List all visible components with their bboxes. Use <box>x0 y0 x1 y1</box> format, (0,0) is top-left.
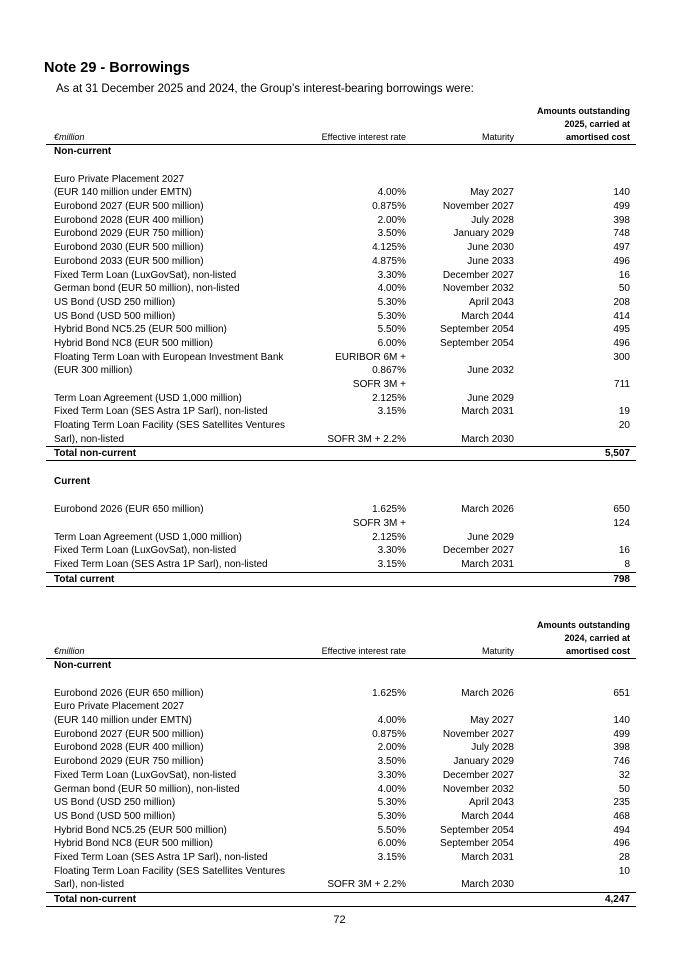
amount: 746 <box>613 756 630 768</box>
rate: 3.15% <box>377 851 406 863</box>
rate: 1.625% <box>372 687 406 699</box>
description: Floating Term Loan Facility (SES Satellites Ventures <box>54 865 286 877</box>
table-row <box>46 755 636 769</box>
maturity: March 2030 <box>461 433 514 445</box>
maturity: December 2027 <box>442 769 514 781</box>
amount: 499 <box>613 201 630 213</box>
page-number: 72 <box>333 914 346 926</box>
total-label: Total current <box>54 573 115 585</box>
description: US Bond (USD 250 million) <box>54 296 176 308</box>
section-heading <box>46 475 636 489</box>
table-row <box>46 503 636 517</box>
description: Eurobond 2026 (EUR 650 million) <box>54 504 204 516</box>
amount: 19 <box>618 406 630 418</box>
maturity: June 2030 <box>467 242 514 254</box>
description: Fixed Term Loan (LuxGovSat), non-listed <box>54 269 237 281</box>
total-label: Total non-current <box>54 448 137 460</box>
maturity: January 2029 <box>453 756 514 768</box>
section-label: Non-current <box>54 660 112 671</box>
rate: 2.00% <box>377 742 406 754</box>
table-row <box>46 419 636 433</box>
maturity: March 2026 <box>461 504 514 516</box>
description: Hybrid Bond NC5.25 (EUR 500 million) <box>54 824 227 836</box>
description: Sarl), non-listed <box>54 433 125 445</box>
rate: 6.00% <box>377 838 406 850</box>
table-row <box>46 558 636 572</box>
amount: 499 <box>613 728 630 740</box>
table-row <box>46 310 636 324</box>
rate: SOFR 3M + <box>352 517 406 529</box>
amount: 140 <box>613 715 630 727</box>
maturity: May 2027 <box>470 187 514 199</box>
maturity: March 2030 <box>461 879 514 891</box>
table-row <box>46 531 636 545</box>
rate: 5.30% <box>377 310 406 322</box>
maturity: September 2054 <box>440 824 514 836</box>
table-row <box>46 783 636 797</box>
maturity: September 2054 <box>440 838 514 850</box>
description: Term Loan Agreement (USD 1,000 million) <box>54 531 242 543</box>
description: (EUR 140 million under EMTN) <box>54 715 192 727</box>
amount: 208 <box>613 296 630 308</box>
amount: 8 <box>624 558 630 570</box>
table-row <box>46 255 636 269</box>
table-row <box>46 337 636 351</box>
description: Eurobond 2027 (EUR 500 million) <box>54 201 204 213</box>
maturity-header: Maturity <box>481 132 514 142</box>
maturity: March 2031 <box>461 406 514 418</box>
rate: 4.875% <box>372 255 406 267</box>
description: (EUR 300 million) <box>54 365 133 377</box>
table-row <box>46 186 636 200</box>
rate: 2.125% <box>372 392 406 404</box>
table-row <box>46 741 636 755</box>
description: Eurobond 2028 (EUR 400 million) <box>54 742 204 754</box>
description: Fixed Term Loan (SES Astra 1P Sarl), non-listed <box>54 406 268 418</box>
rate: 5.50% <box>377 324 406 336</box>
maturity: January 2029 <box>453 228 514 240</box>
amount: 398 <box>613 214 630 226</box>
description: Eurobond 2028 (EUR 400 million) <box>54 214 204 226</box>
description: Floating Term Loan Facility (SES Satellites Ventures <box>54 420 286 432</box>
description: Sarl), non-listed <box>54 879 125 891</box>
table-row <box>46 364 636 378</box>
section-heading <box>46 658 636 673</box>
total-amount: 5,507 <box>604 448 630 460</box>
amount: 711 <box>614 379 630 390</box>
table-header <box>46 131 636 144</box>
table-row <box>46 433 636 447</box>
rate: 0.875% <box>372 201 406 213</box>
description: US Bond (USD 250 million) <box>54 797 176 809</box>
table-row <box>46 269 636 283</box>
description: Eurobond 2030 (EUR 500 million) <box>54 242 204 254</box>
rate: 4.00% <box>377 783 406 795</box>
rate: 3.30% <box>377 769 406 781</box>
amount: 32 <box>618 769 630 781</box>
maturity: November 2027 <box>442 728 514 740</box>
rate: 2.125% <box>372 531 406 543</box>
amount: 235 <box>613 797 630 809</box>
maturity: September 2054 <box>440 324 514 336</box>
rate: 4.125% <box>372 242 406 254</box>
rate: 3.30% <box>377 545 406 557</box>
table-row <box>46 173 636 187</box>
amount: 495 <box>613 324 630 336</box>
rate: 4.00% <box>377 187 406 199</box>
description: Fixed Term Loan (SES Astra 1P Sarl), non-listed <box>54 558 268 570</box>
rate: 5.30% <box>377 296 406 308</box>
maturity: March 2026 <box>461 687 514 699</box>
amount: 140 <box>613 187 630 199</box>
description: Eurobond 2033 (EUR 500 million) <box>54 255 204 267</box>
table-row <box>46 687 636 701</box>
table-row <box>46 728 636 742</box>
amount: 650 <box>613 504 630 516</box>
description: Eurobond 2029 (EUR 750 million) <box>54 756 204 768</box>
section-label: Current <box>54 476 91 488</box>
amount: 651 <box>613 687 630 699</box>
table-row <box>46 378 636 392</box>
maturity: March 2044 <box>461 810 514 822</box>
description: Hybrid Bond NC5.25 (EUR 500 million) <box>54 324 227 336</box>
table-row <box>46 810 636 824</box>
description: Fixed Term Loan (LuxGovSat), non-listed <box>54 545 237 557</box>
rate: 5.30% <box>377 797 406 809</box>
rate: 3.15% <box>377 406 406 418</box>
page-title: Note 29 - Borrowings <box>44 60 190 76</box>
borrowings-table-2024 <box>46 619 636 907</box>
description: Hybrid Bond NC8 (EUR 500 million) <box>54 838 213 850</box>
rate: 3.50% <box>377 228 406 240</box>
borrowings-table-2025 <box>46 105 636 587</box>
amount: 496 <box>613 255 630 267</box>
total-row <box>46 446 636 461</box>
amount: 10 <box>618 865 630 877</box>
table-header <box>46 118 636 131</box>
maturity: March 2031 <box>461 558 514 570</box>
maturity: June 2032 <box>467 365 514 377</box>
description: (EUR 140 million under EMTN) <box>54 187 192 199</box>
table-header <box>46 105 636 118</box>
unit-header: €million <box>54 646 85 656</box>
rate: 3.50% <box>377 756 406 768</box>
table-row <box>46 227 636 241</box>
description: Floating Term Loan with European Investment Bank <box>54 351 284 363</box>
table-header <box>46 645 636 658</box>
table-row <box>46 323 636 337</box>
amount-header: Amounts outstanding <box>537 620 630 630</box>
amount: 16 <box>618 545 630 557</box>
description: Euro Private Placement 2027 <box>54 173 185 185</box>
total-row <box>46 572 636 587</box>
total-amount: 4,247 <box>604 894 630 905</box>
maturity: December 2027 <box>442 545 514 557</box>
total-row <box>46 892 636 907</box>
description: German bond (EUR 50 million), non-listed <box>54 783 240 795</box>
amount: 414 <box>613 310 630 322</box>
rate: 0.875% <box>372 728 406 740</box>
description: Euro Private Placement 2027 <box>54 701 185 713</box>
table-row <box>46 405 636 419</box>
description: Term Loan Agreement (USD 1,000 million) <box>54 392 242 404</box>
unit-header: €million <box>54 132 85 142</box>
table-row <box>46 517 636 531</box>
maturity-header: Maturity <box>481 646 514 656</box>
maturity: March 2044 <box>461 310 514 322</box>
maturity: May 2027 <box>470 715 514 727</box>
table-row <box>46 241 636 255</box>
amount: 124 <box>613 517 630 529</box>
amount: 50 <box>618 283 630 295</box>
amount: 398 <box>613 742 630 754</box>
description: Eurobond 2026 (EUR 650 million) <box>54 687 204 699</box>
table-row <box>46 351 636 365</box>
description: Eurobond 2027 (EUR 500 million) <box>54 728 204 740</box>
description: Fixed Term Loan (SES Astra 1P Sarl), non-listed <box>54 851 268 863</box>
rate: 2.00% <box>377 214 406 226</box>
description: Eurobond 2029 (EUR 750 million) <box>54 228 204 240</box>
table-row <box>46 796 636 810</box>
rate: 3.15% <box>377 558 406 570</box>
table-row <box>46 214 636 228</box>
table-row <box>46 714 636 728</box>
maturity: July 2028 <box>471 214 514 226</box>
maturity: June 2029 <box>467 531 514 543</box>
amount: 28 <box>618 851 630 863</box>
maturity: November 2032 <box>442 783 514 795</box>
description: US Bond (USD 500 million) <box>54 810 176 822</box>
rate-header: Effective interest rate <box>321 646 406 656</box>
table-row <box>46 878 636 892</box>
rate: 4.00% <box>377 283 406 295</box>
total-amount: 798 <box>613 573 630 585</box>
rate: 3.30% <box>377 269 406 281</box>
maturity: April 2043 <box>468 797 514 809</box>
description: Hybrid Bond NC8 (EUR 500 million) <box>54 337 213 349</box>
table-row <box>46 837 636 851</box>
amount-header: 2024, carried at <box>564 633 630 643</box>
table-header <box>46 632 636 645</box>
maturity: September 2054 <box>440 337 514 349</box>
description: US Bond (USD 500 million) <box>54 310 176 322</box>
rate: EURIBOR 6M + <box>335 351 406 363</box>
rate: SOFR 3M + 2.2% <box>327 433 406 445</box>
table-row <box>46 769 636 783</box>
amount: 300 <box>613 351 630 363</box>
amount: 748 <box>613 228 630 240</box>
rate: 5.30% <box>377 810 406 822</box>
amount-header: Amounts outstanding <box>537 106 630 116</box>
table-row <box>46 282 636 296</box>
table-row <box>46 200 636 214</box>
maturity: November 2027 <box>442 201 514 213</box>
amount: 468 <box>613 810 630 822</box>
rate: 6.00% <box>377 337 406 349</box>
section-heading <box>46 144 636 159</box>
description: Fixed Term Loan (LuxGovSat), non-listed <box>54 769 237 781</box>
intro-text: As at 31 December 2025 and 2024, the Group’s interest-bearing borrowings were: <box>56 83 474 95</box>
table-row <box>46 851 636 865</box>
maturity: December 2027 <box>442 269 514 281</box>
table-row <box>46 392 636 406</box>
amount: 50 <box>618 783 630 795</box>
table-row <box>46 296 636 310</box>
table-row <box>46 544 636 558</box>
amount: 494 <box>613 824 630 836</box>
maturity: June 2033 <box>467 255 514 267</box>
rate: 0.867% <box>372 365 406 377</box>
maturity: March 2031 <box>461 851 514 863</box>
amount-header: amortised cost <box>565 132 630 142</box>
rate: 4.00% <box>377 715 406 727</box>
section-label: Non-current <box>54 146 112 157</box>
rate: SOFR 3M + 2.2% <box>327 879 406 891</box>
rate: 5.50% <box>377 824 406 836</box>
maturity: July 2028 <box>471 742 514 754</box>
rate: SOFR 3M + <box>352 379 406 390</box>
maturity: November 2032 <box>442 283 514 295</box>
amount: 496 <box>613 838 630 850</box>
amount-header: 2025, carried at <box>564 119 630 129</box>
rate: 1.625% <box>372 504 406 516</box>
maturity: April 2043 <box>468 296 514 308</box>
table-row <box>46 865 636 879</box>
amount-header: amortised cost <box>565 646 630 656</box>
description: German bond (EUR 50 million), non-listed <box>54 283 240 295</box>
rate-header: Effective interest rate <box>321 132 406 142</box>
amount: 496 <box>613 337 630 349</box>
amount: 497 <box>613 242 630 254</box>
amount: 20 <box>618 420 630 432</box>
amount: 16 <box>618 269 630 281</box>
table-row <box>46 700 636 714</box>
total-label: Total non-current <box>54 894 137 905</box>
maturity: June 2029 <box>467 392 514 404</box>
table-header <box>46 619 636 632</box>
table-row <box>46 824 636 838</box>
